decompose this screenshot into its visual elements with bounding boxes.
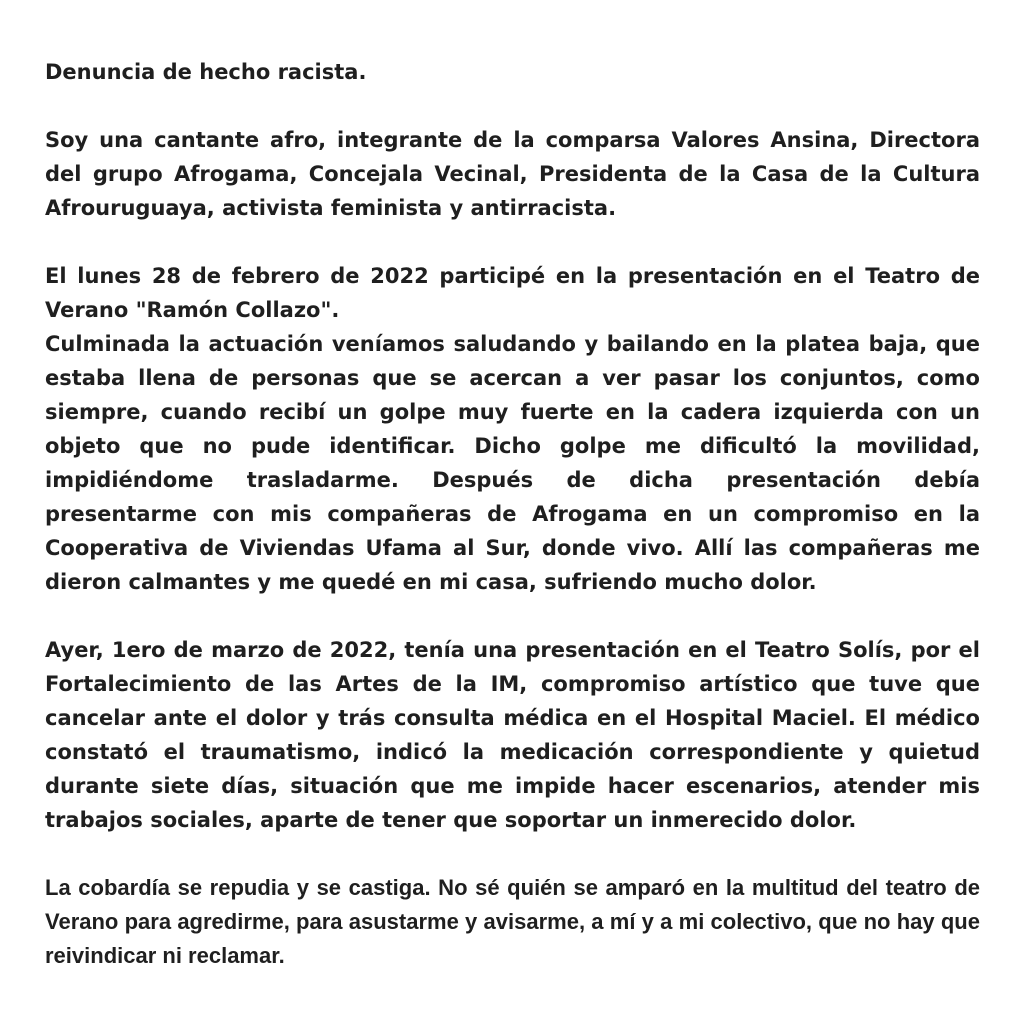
paragraph-incident	[45, 259, 980, 599]
paragraph-conclusion: La cobardía se repudia y se castiga. No sé quién se amparó en la multitud del teatro de Verano para agredirme, para asustarme y avisarme, a mí y a mi colectivo, que no hay que reivindicar ni reclamar.	[45, 875, 980, 968]
paragraph-incident-opening: El lunes 28 de febrero de 2022 participé en la presentación en el Teatro de Verano "Ramón Collazo".	[45, 264, 980, 322]
paragraph-consequences: Ayer, 1ero de marzo de 2022, tenía una presentación en el Teatro Solís, por el Fortalecimiento de las Artes de la IM, compromiso artístico que tuve que cancelar ante el dolor y trás consulta médica en el Hospital Maciel. El médico constató el traumatismo, indicó la medicación correspondiente y quietud durante siete días, situación que me impide hacer escenarios, atender mis trabajos sociales, aparte de tener que soportar un inmerecido dolor.	[45, 638, 980, 832]
document-title: Denuncia de hecho racista.	[45, 60, 367, 84]
paragraph-incident-details: Culminada la actuación veníamos saludando y bailando en la platea baja, que estaba llena de personas que se acercan a ver pasar los conjuntos, como siempre, cuando recibí un golpe muy fuerte en la cadera izquierda con un objeto que no pude identificar. Dicho golpe me dificultó la movilidad, impidiéndome trasladarme. Después de dicha presentación debía presentarme con mis compañeras de Afrogama en un compromiso en la Cooperativa de Viviendas Ufama al Sur, donde vivo. Allí las compañeras me dieron calmantes y me quedé en mi casa, sufriendo mucho dolor.	[45, 332, 980, 594]
paragraph-intro: Soy una cantante afro, integrante de la comparsa Valores Ansina, Directora del grupo Afrogama, Concejala Vecinal, Presidenta de la Casa de la Cultura Afrouruguaya, activista feminista y antirracista.	[45, 128, 980, 220]
document-page	[45, 55, 980, 973]
